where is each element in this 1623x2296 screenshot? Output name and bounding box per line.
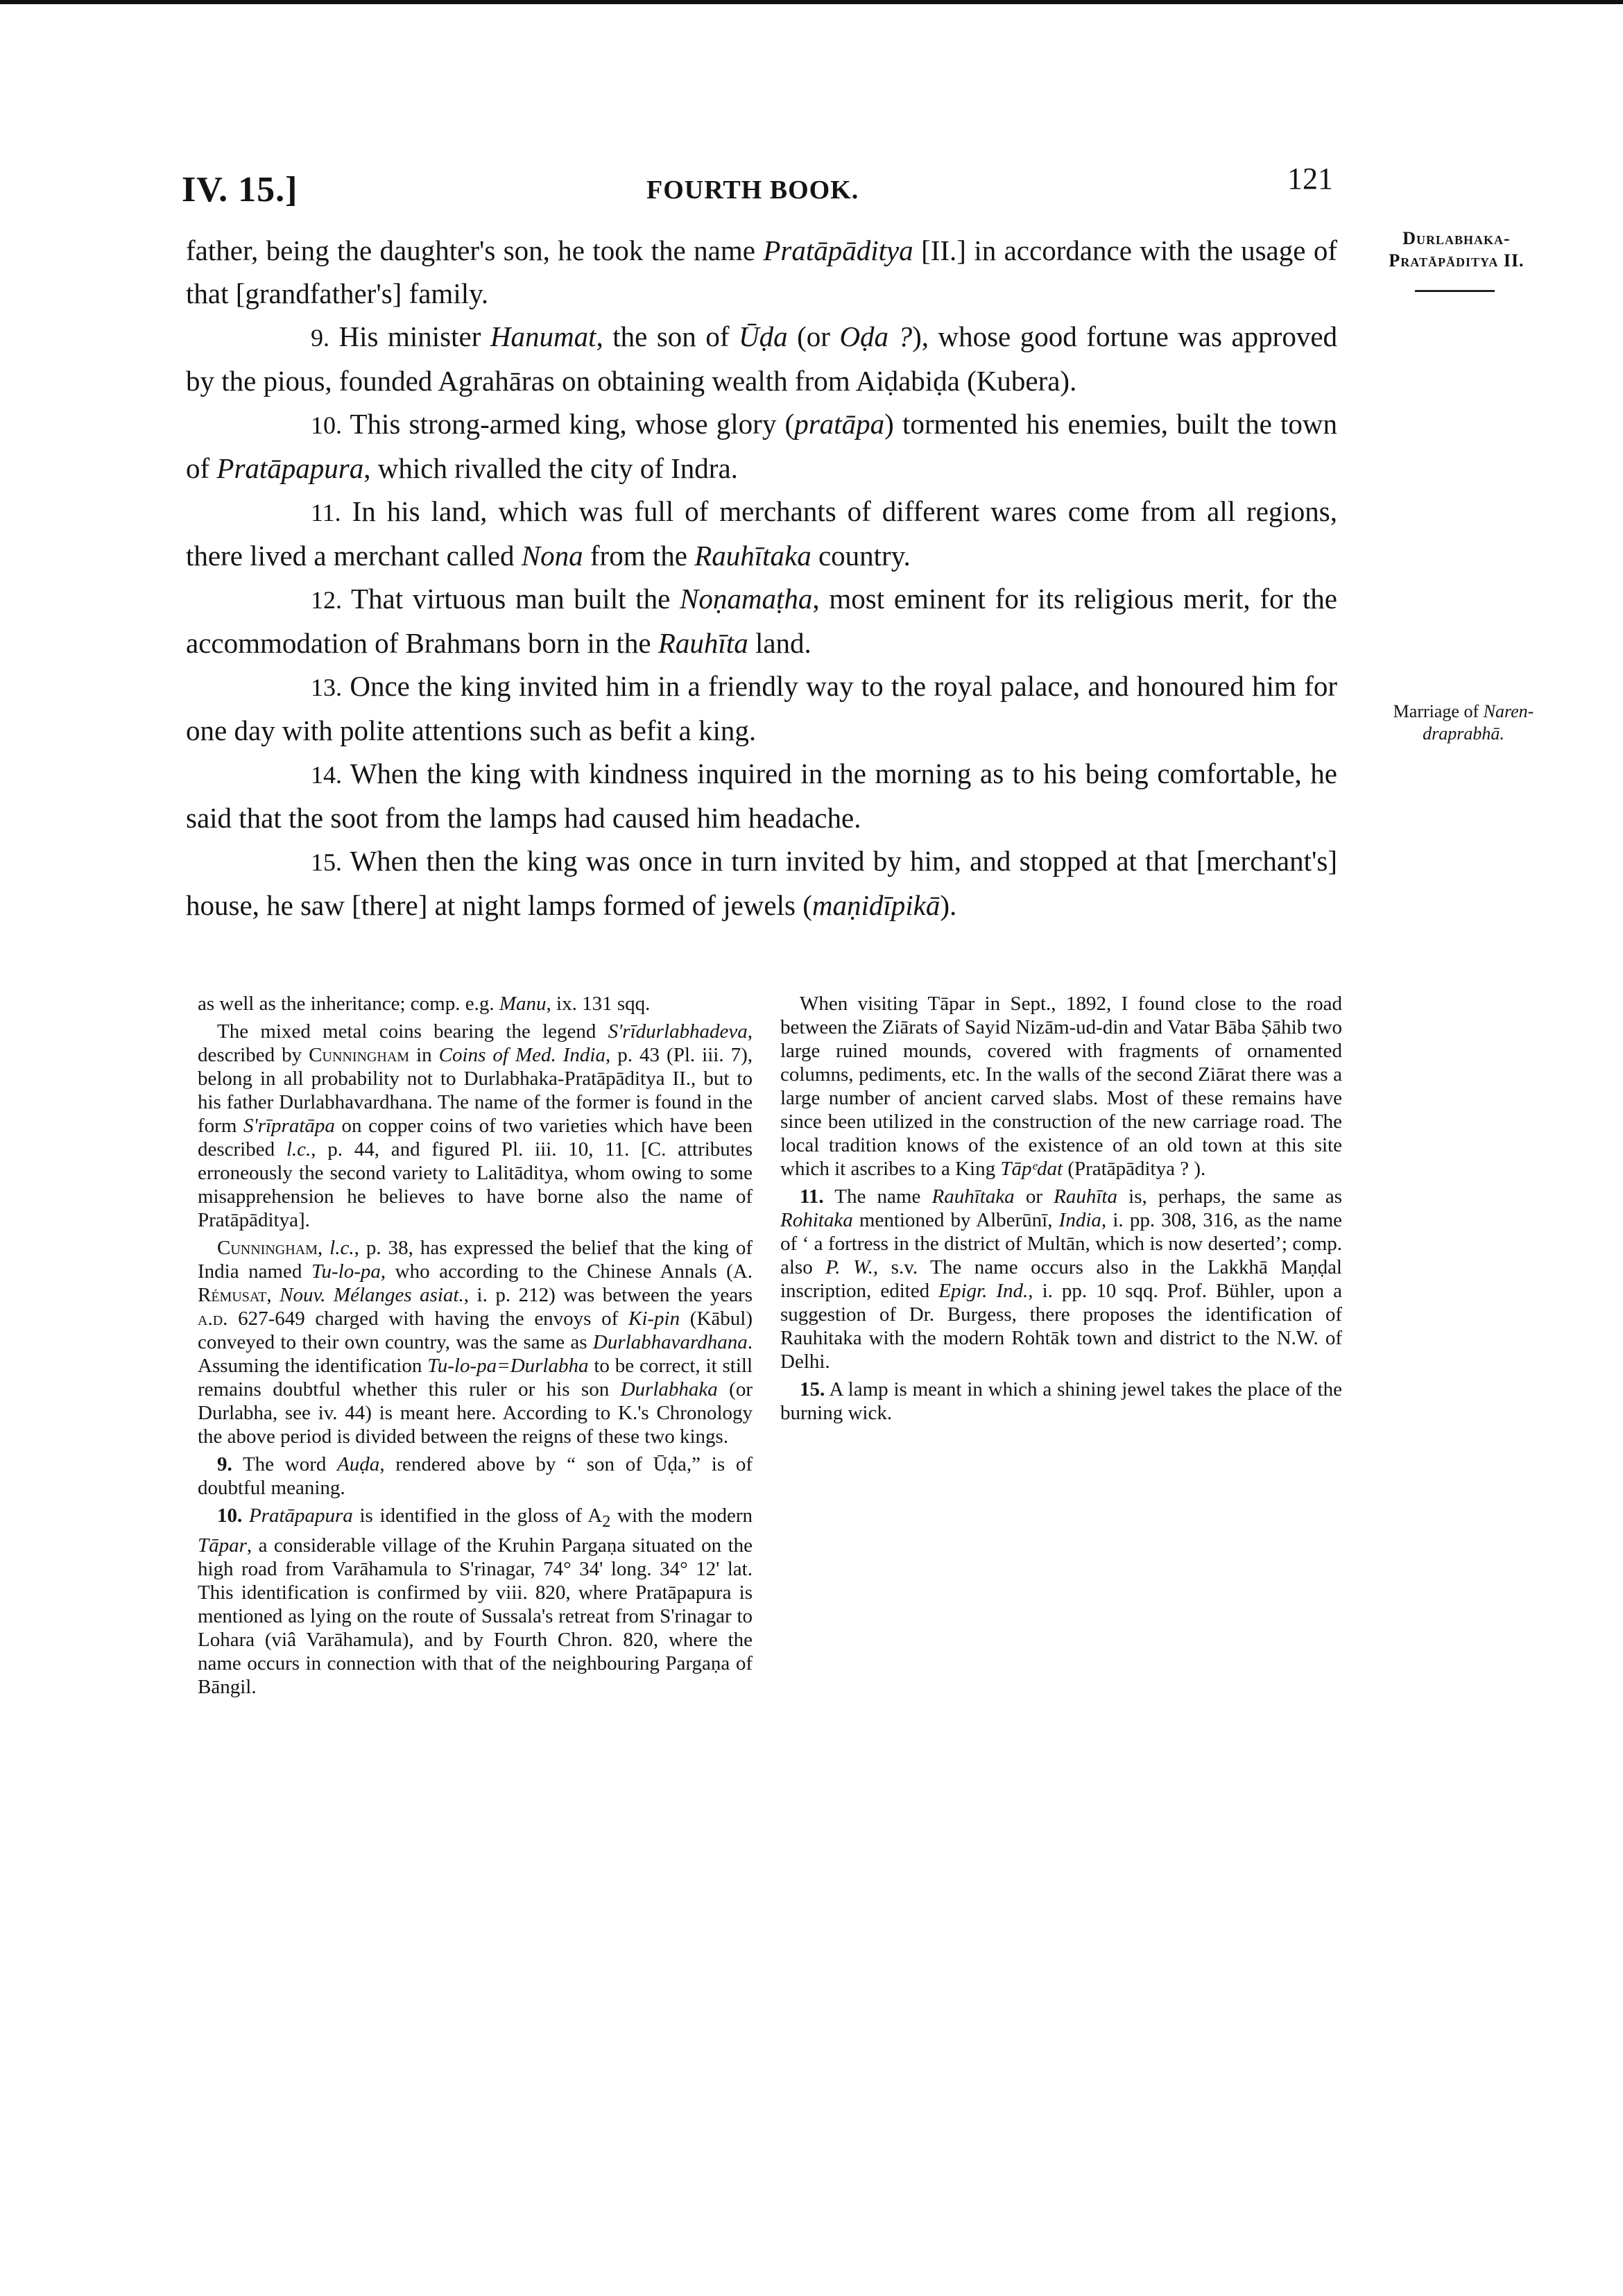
footnote: 9. The word Auḍa, rendered above by “ son of Ūḍa,” is of doubtful meaning. (198, 1453, 753, 1499)
main-text (186, 229, 1337, 927)
margin-heading-line: Pratāpāditya II. (1389, 250, 1525, 271)
margin-note-marriage: Marriage of Naren- draprabhā. (1393, 701, 1534, 744)
footnote: 11. The name Rauhītaka or Rauhīta is, perhaps, the same as Rohitaka mentioned by Alberūnī, India, i. pp. 308, 316, as the name of ‘ a fortress in the district of Multān, which is now deserted’; comp. also P. W., s.v. The name occurs also in the Lakkhā Maṇḍal inscription, edited Epigr. Ind., i. pp. 10 sqq. Prof. Bühler, upon a suggestion of Dr. Burgess, there proposes the identification of Rauhitaka with the modern Rohtāk town and district to the N.W. of Delhi. (780, 1185, 1343, 1373)
section-reference: IV. 15.] (182, 170, 298, 209)
verse-11: 11. In his land, which was full of merchants of different wares come from all regions, there lived a merchant called Nona from the Rauhītaka country. (186, 495, 1338, 572)
footnote: Cunningham, l.c., p. 38, has expressed the belief that the king of India named Tu-lo-pa, who according to the Chinese Annals (A. Rémusat, Nouv. Mélanges asiat., i. p. 212) was between the years a.d. 627-649 charged with having the envoys of Ki-pin (Kābul) conveyed to their own country, was the same as Durlabhavardhana. Assuming the identification Tu-lo-pa=Durlabha to be correct, it still remains doubtful whether this ruler or his son Durlabhaka (or Durlabha, see iv. 44) is meant here. According to K.'s Chronology the above period is divided between the reigns of these two kings. (198, 1237, 753, 1448)
verse-13: 13. Once the king invited him in a friendly way to the royal palace, and honoured him for one day with polite attentions such as befit a king. (186, 670, 1338, 746)
verse-14: 14. When the king with kindness inquired in the morning as to his being comfortable, he said that the soot from the lamps had caused him headache. (186, 757, 1337, 834)
top-border-line (0, 0, 1623, 4)
verse-10: 10. This strong-armed king, whose glory (pratāpa) tormented his enemies, built the town of Pratāpapura, which rivalled the city of Indra. (186, 408, 1337, 484)
page-number: 121 (1287, 162, 1333, 196)
margin-heading (1352, 228, 1561, 272)
book-title: FOURTH BOOK. (646, 175, 859, 205)
margin-heading-rule (1415, 290, 1495, 292)
footnote: 10. Pratāpapura is identified in the gloss of $A_2$ with the modern Tāpar, a considerable village of the Kruhin Pargaṇa situated on the high road from Varāhamula to S'rinagar, 74° 34' long. 34° 12' lat. This identification is confirmed by viii. 820, where Pratāpapura is mentioned as lying on the route of Sussala's retreat from S'rinagar to Lohara (viâ Varāhamula), and by Fourth Chron. 820, where the name occurs in connection with that of the neighbouring Pargaṇa of Bāngil. (198, 1505, 753, 1698)
footnote-column-right (780, 992, 1342, 1429)
footnote-column-left (198, 992, 753, 1703)
footnote: as well as the inheritance; comp. e.g. Manu, ix. 131 sqq. (198, 993, 651, 1015)
verse-15: 15. When then the king was once in turn invited by him, and stopped at that [merchant's] house, he saw [there] at night lamps formed of jewels (maṇidīpikā). (186, 845, 1337, 921)
running-head (182, 161, 1333, 216)
verse-8-continuation: father, being the daughter's son, he took the name Pratāpāditya [II.] in accordance with the usage of that [grandfather's] family. (186, 234, 1337, 309)
verse-9: 9. His minister Hanumat, the son of Ūḍa (or Oḍa ?), whose good fortune was approved by the pious, founded Agrahāras on obtaining wealth from Aiḍabiḍa (Kubera). (186, 320, 1338, 397)
footnote: 15. A lamp is meant in which a shining jewel takes the place of the burning wick. (780, 1378, 1342, 1424)
footnote: The mixed metal coins bearing the legend S'rīdurlabhadeva, described by Cunningham in Coins of Med. India, p. 43 (Pl. iii. 7), belong in all probability not to Durlabhaka-Pratāpāditya II., but to his father Durlabhavardhana. The name of the former is found in the form S'rīpratāpa on copper coins of two varieties which have been described l.c., p. 44, and figured Pl. iii. 10, 11. [C. attributes erroneously the second variety to Lalitāditya, whom owing to some misapprehension he believes to have borne also the name of Pratāpāditya]. (198, 1020, 753, 1231)
footnotes (198, 992, 1342, 1887)
verse-12: 12. That virtuous man built the Noṇamaṭha, most eminent for its religious merit, for the accommodation of Brahmans born in the Rauhīta land. (186, 583, 1337, 659)
margin-heading-line: Durlabhaka- (1402, 228, 1511, 248)
footnote: When visiting Tāpar in Sept., 1892, I found close to the road between the Ziārats of Sayid Nizām-ud-din and Vatar Bāba Ṣāhib two large ruined mounds, covered with fragments of ornamented columns, pediments, etc. In the walls of the second Ziārat there was a large number of ancient carved slabs. Most of these remains have since been utilized in the construction of the new carriage road. The local tradition knows of the existence of an old town at this site which it ascribes to a King Tāpᵉdat (Pratāpāditya ? ). (780, 993, 1342, 1180)
